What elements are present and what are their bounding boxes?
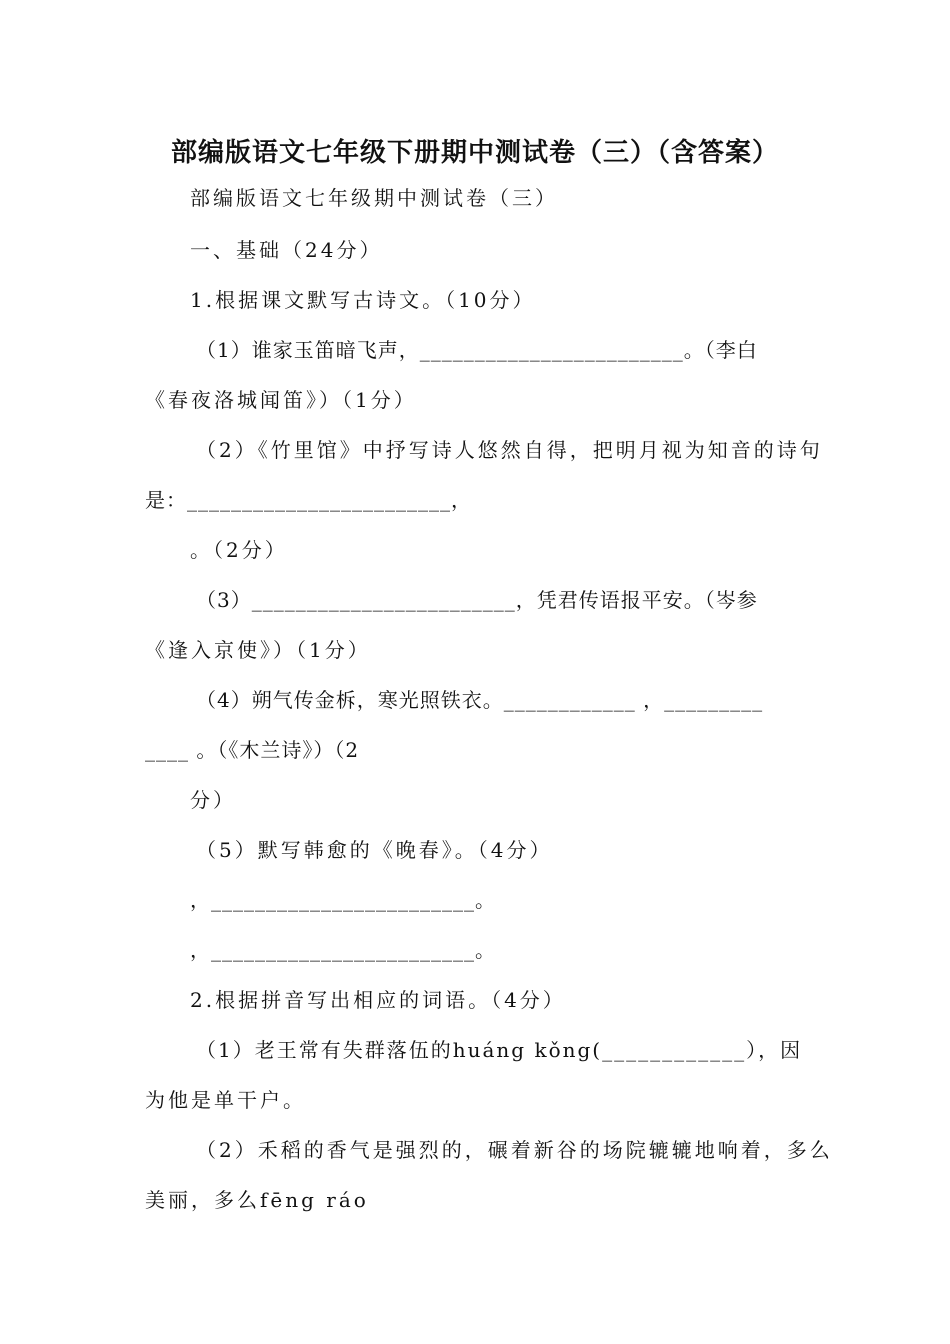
- subtitle: 部编版语文七年级期中测试卷（三）: [190, 186, 558, 210]
- question-2-item-1: （1）老王常有失群落伍的huáng kǒng(____________），因: [196, 1038, 803, 1062]
- question-2-item-2: （2）禾稻的香气是强烈的，碾着新谷的场院辘辘地响着，多么: [196, 1138, 833, 1162]
- question-1-item-4-cont: ____ 。（《木兰诗》）（2: [145, 738, 360, 762]
- question-2-heading: 2.根据拼音写出相应的词语。（4分）: [190, 988, 566, 1012]
- question-1-item-5-blank-2: ，________________________。: [190, 938, 496, 962]
- question-2-item-1-cont: 为他是单干户。: [145, 1088, 306, 1112]
- question-1-item-4-end: 分）: [190, 788, 236, 812]
- question-2-item-2-cont: 美丽，多么fēng ráo: [145, 1188, 369, 1212]
- question-1-item-2-cont: 是：________________________，: [145, 488, 472, 512]
- document-title: 部编版语文七年级下册期中测试卷（三）（含答案）: [170, 138, 779, 168]
- question-1-item-2-end: 。（2分）: [190, 538, 288, 562]
- question-1-item-3: （3）________________________，凭君传语报平安。（岑参: [196, 588, 758, 612]
- question-1-item-3-cont: 《逢入京使》）（1分）: [145, 638, 371, 662]
- question-1-item-1: （1）谁家玉笛暗飞声，________________________。（李白: [196, 338, 758, 362]
- question-1-item-5-blank-1: ，________________________。: [190, 888, 496, 912]
- question-1-item-4: （4）朔气传金柝，寒光照铁衣。____________ ，_________: [196, 688, 764, 712]
- section-heading: 一、基础（24分）: [190, 238, 383, 262]
- question-1-item-1-cont: 《春夜洛城闻笛》）（1分）: [145, 388, 417, 412]
- question-1-heading: 1.根据课文默写古诗文。（10分）: [190, 288, 536, 312]
- question-1-item-5: （5）默写韩愈的《晚春》。（4分）: [196, 838, 553, 862]
- question-1-item-2: （2）《竹里馆》中抒写诗人悠然自得，把明月视为知音的诗句: [196, 438, 823, 462]
